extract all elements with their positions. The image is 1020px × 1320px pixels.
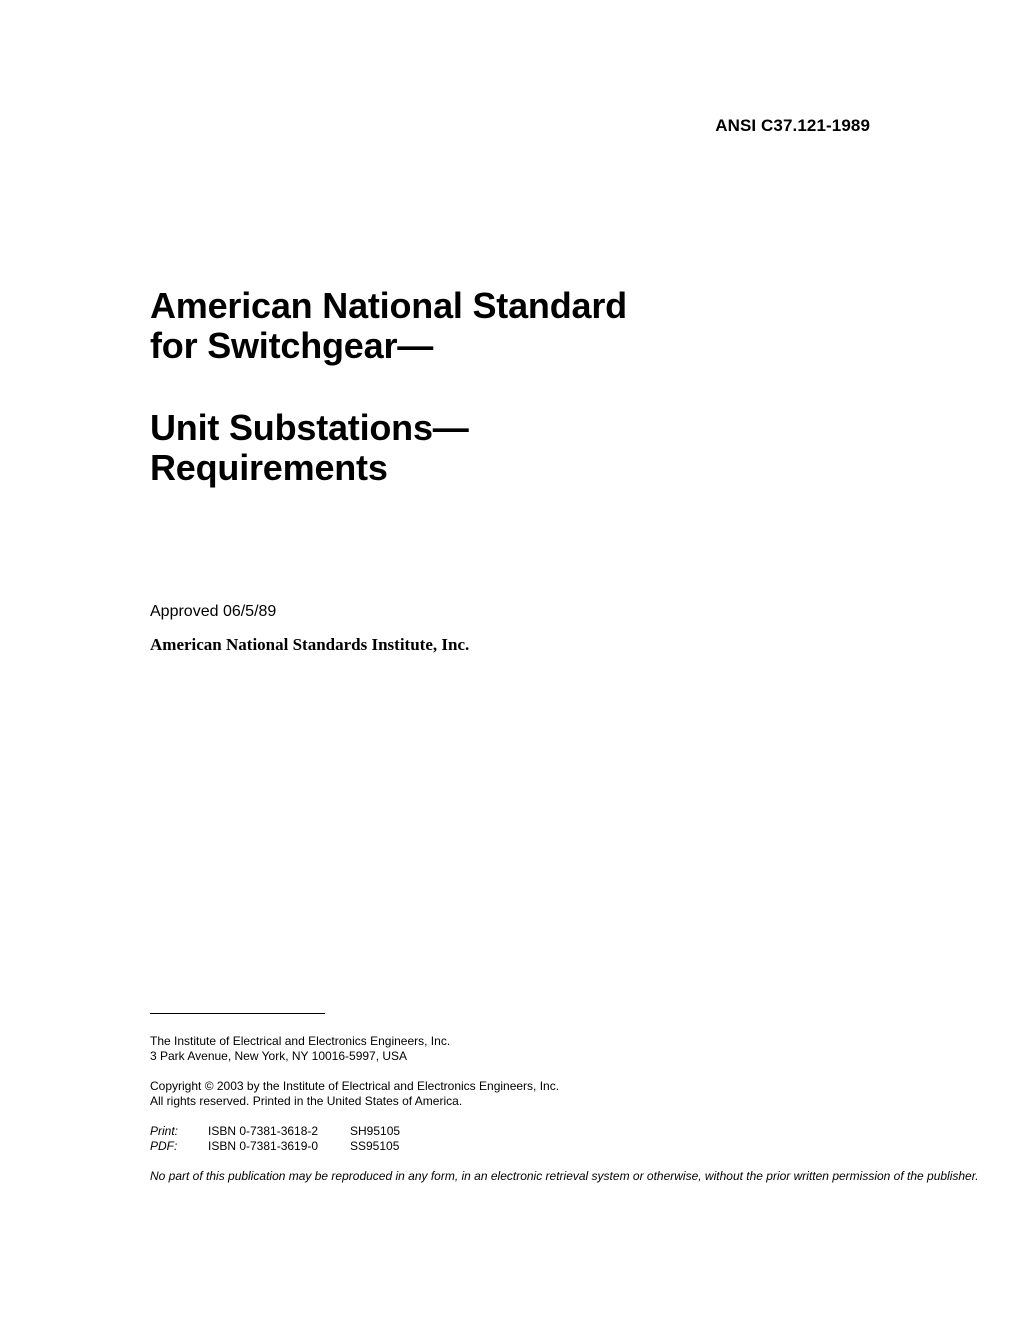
publisher-address: 3 Park Avenue, New York, NY 10016-5997, USA [150,1049,408,1063]
isbn-label: Print: [150,1124,179,1138]
subtitle-line-1: Unit Substations— [150,407,469,448]
footnote-divider [150,1013,325,1014]
approving-institute: American National Standards Institute, Inc. [150,635,470,654]
standard-designation: ANSI C37.121-1989 [715,116,870,135]
approval-date: Approved 06/5/89 [150,603,277,620]
isbn-number: ISBN 0-7381-3619-0 [208,1139,319,1153]
copyright-line: Copyright © 2003 by the Institute of Electrical and Electronics Engineers, Inc. [150,1079,560,1093]
isbn-code: SH95105 [350,1124,401,1138]
title-spacer [150,366,627,408]
rights-line: All rights reserved. Printed in the United States of America. [150,1094,463,1108]
isbn-code: SS95105 [350,1139,400,1153]
title-line-2: for Switchgear— [150,325,434,366]
isbn-row-pdf [150,1139,870,1154]
isbn-number: ISBN 0-7381-3618-2 [208,1124,319,1138]
title-line-1: American National Standard [150,285,627,326]
isbn-label: PDF: [150,1139,178,1153]
publisher-name: The Institute of Electrical and Electronics Engineers, Inc. [150,1034,451,1048]
subtitle-line-2: Requirements [150,447,388,488]
document-title [150,286,627,488]
isbn-row-print [150,1124,870,1139]
publication-info [150,1034,979,1184]
reproduction-notice: No part of this publication may be reproduced in any form, in an electronic retrieval system or otherwise, without the prior written permission of the publisher. [150,1169,979,1183]
